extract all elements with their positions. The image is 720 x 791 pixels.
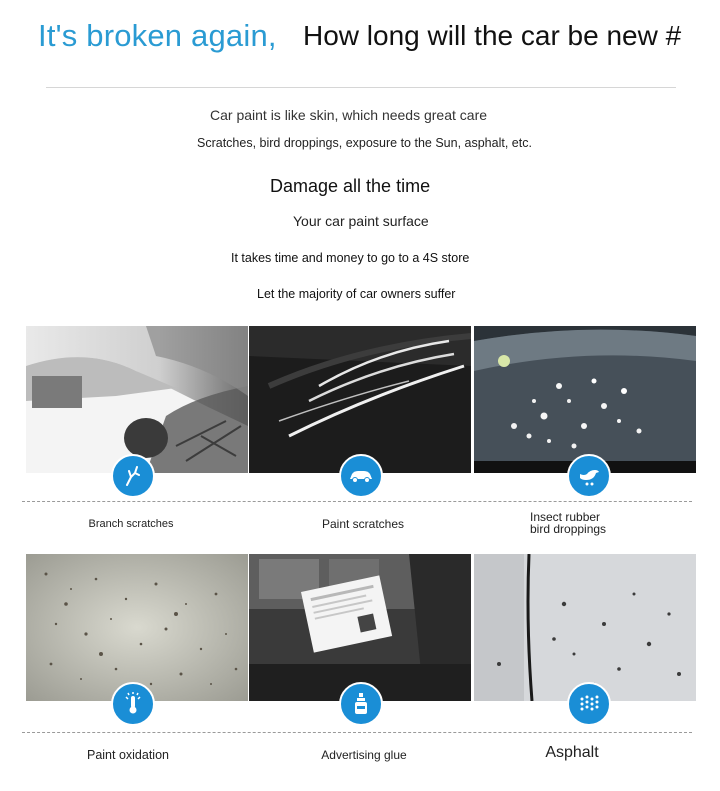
advertising-glue-photo — [249, 554, 471, 701]
thermometer-icon — [111, 682, 155, 726]
intro-line-2: Scratches, bird droppings, exposure to the Sun, asphalt, etc. — [197, 136, 532, 150]
caption-branch-scratches: Branch scratches — [88, 518, 174, 530]
asphalt-photo — [474, 554, 696, 701]
caption-asphalt: Asphalt — [545, 744, 599, 761]
paint-oxidation-photo — [26, 554, 248, 701]
bird-icon — [567, 454, 611, 498]
caption-insect-rubber-line2: bird droppings — [530, 522, 607, 536]
bird-dropping-photo — [474, 326, 696, 473]
intro-line-3: Damage all the time — [270, 176, 431, 196]
paint-scratch-photo — [249, 326, 471, 473]
caption-insect-rubber-line1: Insect rubber — [530, 510, 601, 524]
caption-paint-oxidation: Paint oxidation — [86, 748, 169, 762]
glue-bottle-icon — [339, 682, 383, 726]
title-divider — [46, 87, 676, 88]
intro-line-5: It takes time and money to go to a 4S store — [231, 251, 470, 265]
caption-advertising-glue: Advertising glue — [321, 748, 407, 762]
intro-line-1: Car paint is like skin, which needs great care — [210, 107, 488, 123]
page-title-black: How long will the car be new # — [303, 20, 682, 51]
caption-paint-scratches: Paint scratches — [321, 517, 405, 531]
asphalt-dots-icon — [567, 682, 611, 726]
branch-icon — [111, 454, 155, 498]
intro-line-6: Let the majority of car owners suffer — [257, 287, 456, 301]
branch-scratch-photo — [26, 326, 248, 473]
car-icon — [339, 454, 383, 498]
page-title-blue: It's broken again, — [38, 18, 277, 53]
row2-divider — [22, 732, 692, 733]
caption-insect-rubber — [530, 511, 630, 535]
intro-line-4: Your car paint surface — [293, 213, 429, 229]
row1-divider — [22, 501, 692, 502]
